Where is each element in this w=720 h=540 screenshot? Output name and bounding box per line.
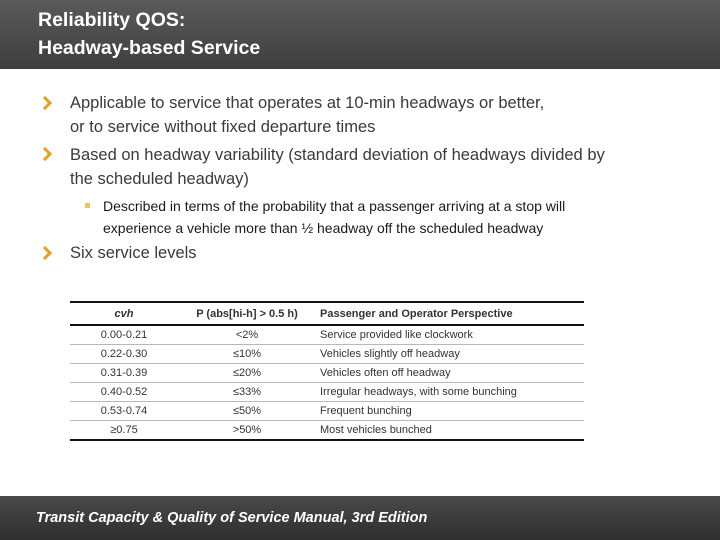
chevron-right-icon	[38, 246, 52, 260]
chevron-right-icon	[38, 147, 52, 161]
cell-cvh: 0.00-0.21	[70, 325, 178, 345]
cell-perspective: Vehicles often off headway	[316, 364, 584, 383]
cell-probability: >50%	[178, 421, 316, 441]
title-bar	[0, 0, 720, 69]
cell-perspective: Frequent bunching	[316, 402, 584, 421]
table-row	[70, 421, 584, 441]
table-row	[70, 345, 584, 364]
header-probability: P (abs[hi-h] > 0.5 h)	[178, 302, 316, 325]
table-row	[70, 364, 584, 383]
square-bullet-icon	[85, 203, 90, 208]
bullet-1-line-2: or to service without fixed departure times	[70, 118, 376, 136]
footer-source: Transit Capacity & Quality of Service Manual, 3rd Edition	[36, 510, 428, 526]
service-levels-table	[70, 301, 584, 441]
cell-cvh: 0.31-0.39	[70, 364, 178, 383]
cell-cvh: 0.40-0.52	[70, 383, 178, 402]
sub-bullet-line-2: experience a vehicle more than ½ headway off the scheduled headway	[103, 220, 544, 236]
sub-bullet-line-1: Described in terms of the probability that a passenger arriving at a stop will	[103, 198, 566, 214]
bullet-1-line-1: Applicable to service that operates at 10-min headways or better,	[70, 94, 545, 112]
table-row	[70, 402, 584, 421]
cell-cvh: ≥0.75	[70, 421, 178, 441]
cell-probability: ≤50%	[178, 402, 316, 421]
cell-cvh: 0.22-0.30	[70, 345, 178, 364]
cell-probability: ≤10%	[178, 345, 316, 364]
bullet-3: Six service levels	[70, 244, 197, 262]
slide-title-line-1: Reliability QOS:	[38, 9, 186, 31]
slide-title-line-2: Headway-based Service	[38, 37, 261, 59]
table-row	[70, 383, 584, 402]
header-perspective: Passenger and Operator Perspective	[316, 302, 584, 325]
header-cvh: cvh	[70, 302, 178, 325]
cell-cvh: 0.53-0.74	[70, 402, 178, 421]
cell-perspective: Irregular headways, with some bunching	[316, 383, 584, 402]
table-row	[70, 325, 584, 345]
bullet-2-line-2: the scheduled headway)	[70, 170, 249, 188]
cell-perspective: Vehicles slightly off headway	[316, 345, 584, 364]
cell-probability: ≤33%	[178, 383, 316, 402]
cell-probability: <2%	[178, 325, 316, 345]
chevron-right-icon	[38, 96, 52, 110]
cell-perspective: Service provided like clockwork	[316, 325, 584, 345]
table-header-row	[70, 302, 584, 325]
cell-perspective: Most vehicles bunched	[316, 421, 584, 441]
footer-bar	[0, 496, 720, 540]
bullet-2-line-1: Based on headway variability (standard deviation of headways divided by	[70, 146, 605, 164]
cell-probability: ≤20%	[178, 364, 316, 383]
